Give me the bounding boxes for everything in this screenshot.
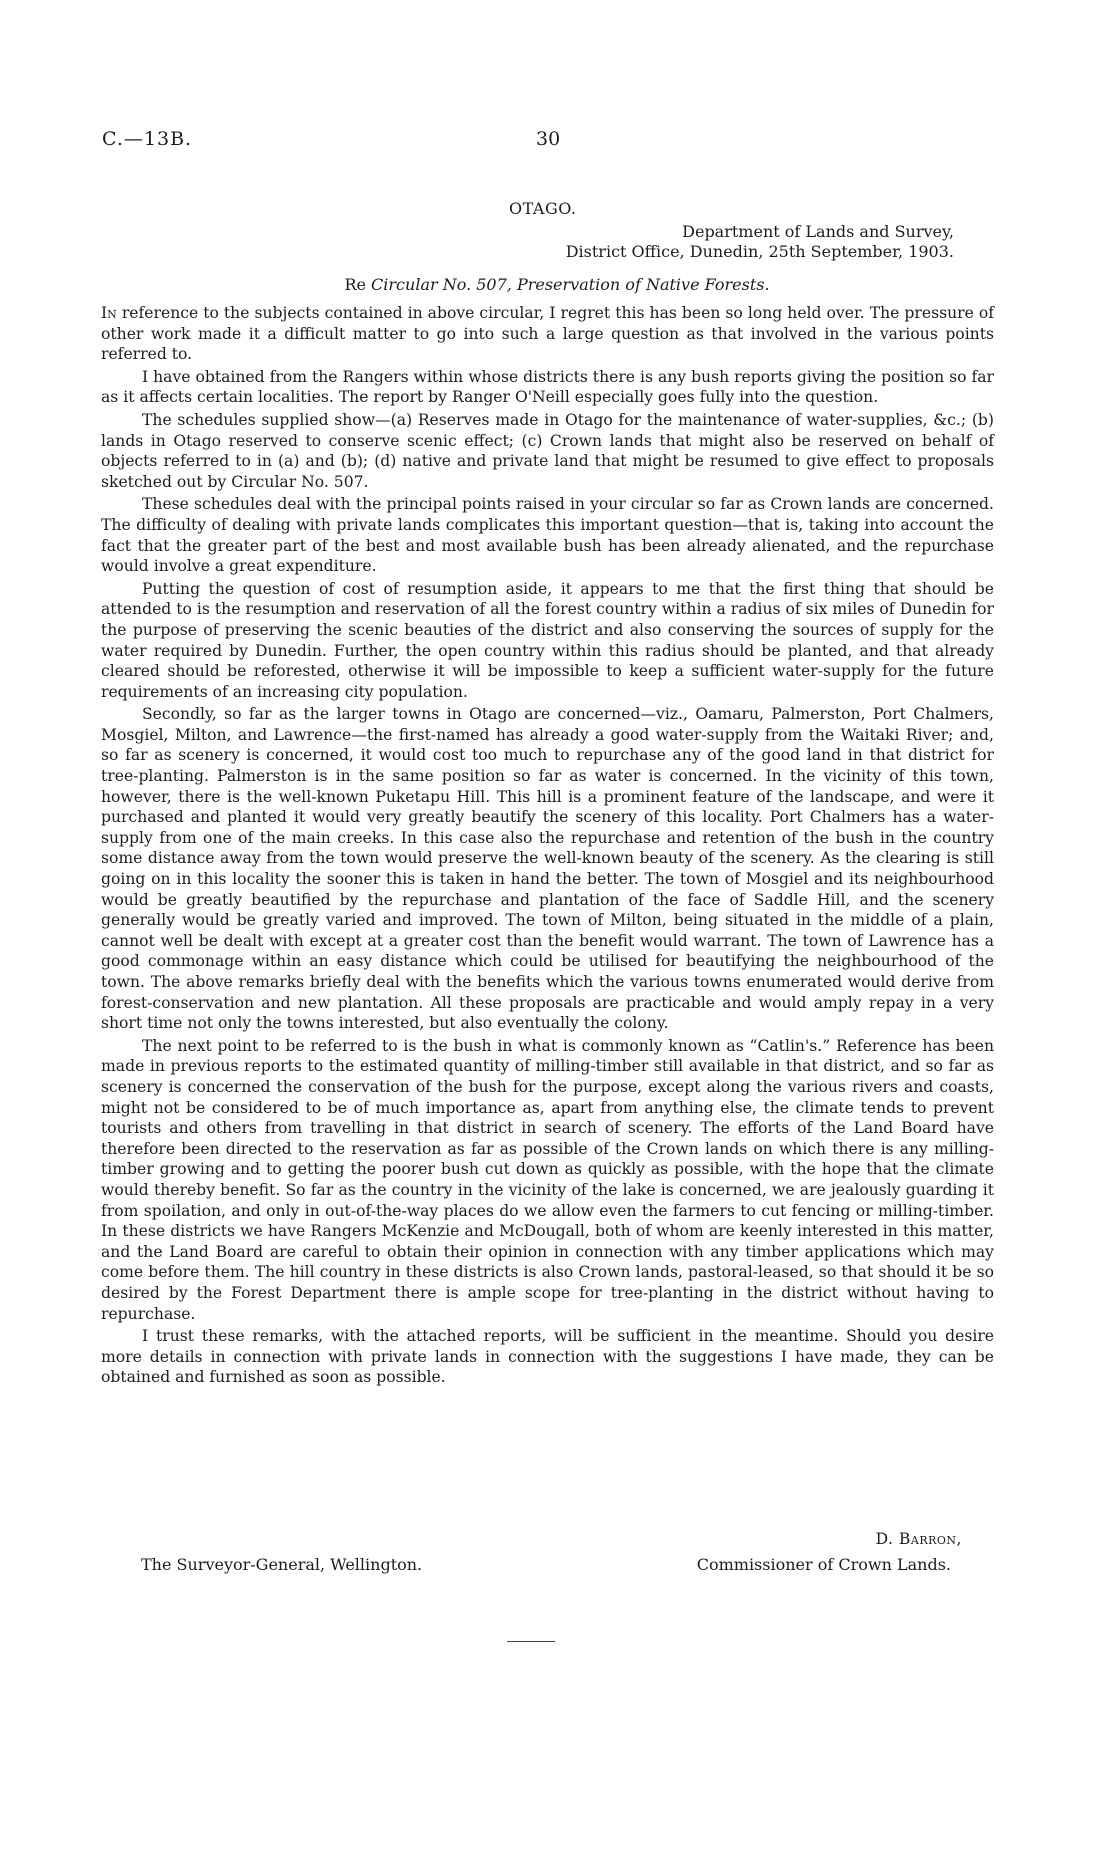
- section-divider: [507, 1641, 555, 1642]
- sender-office-date: District Office, Dunedin, 25th September, 1903.: [565, 242, 954, 261]
- addressee: The Surveyor-General, Wellington.: [141, 1555, 423, 1574]
- sender-department: Department of Lands and Survey,: [682, 222, 954, 241]
- opening-word: In: [101, 304, 117, 322]
- paragraph: These schedules deal with the principal points raised in your circular so far as Crown lands are concerned. The difficulty of dealing with private lands complicates this important question—that is, taking into account the fact that the greater part of the best and most available bush has been already alienated, and the repurchase would involve a great expenditure.: [101, 495, 994, 576]
- paragraph: [101, 303, 994, 365]
- paragraph-text: reference to the subjects contained in above circular, I regret this has been so long held over. The pressure of other work made it a difficult matter to go into such a large question as that involved in the various points referred to.: [101, 304, 994, 364]
- subject-line: [0, 275, 1114, 294]
- signer-title: Commissioner of Crown Lands.: [696, 1555, 951, 1574]
- region-heading: OTAGO.: [509, 199, 577, 218]
- signature-name: D. Barron,: [875, 1530, 962, 1548]
- paragraph: The schedules supplied show—(a) Reserves made in Otago for the maintenance of water-supplies, &c.; (b) lands in Otago reserved to conserve scenic effect; (c) Crown lands that might also be reserved on behalf of objects referred to in (a) and (b); (d) native and private land that might be resumed to give effect to proposals sketched out by Circular No. 507.: [101, 410, 994, 491]
- paragraph: I have obtained from the Rangers within whose districts there is any bush reports giving the position so far as it affects certain localities. The report by Ranger O'Neill especially goes fully into the question.: [101, 367, 994, 407]
- page-number: 30: [536, 128, 561, 150]
- paragraph: I trust these remarks, with the attached reports, will be sufficient in the meantime. Should you desire more details in connection with private lands in connection with the suggestions I have made, they can be obtained and furnished as soon as possible.: [101, 1327, 994, 1387]
- subject-prefix: Re: [344, 275, 366, 294]
- document-reference: C.—13B.: [102, 128, 193, 150]
- paragraph: Putting the question of cost of resumption aside, it appears to me that the first thing that should be attended to is the resumption and reservation of all the forest country within a radius of six miles of Dunedin for the purpose of preserving the scenic beauties of the district and also conserving the sources of supply for the water required by Dunedin. Further, the open country within this radius should be planted, and that already cleared should be reforested, otherwise it will be impossible to keep a sufficient water-supply for the future requirements of an increasing city population.: [101, 579, 994, 701]
- subject-title: Circular No. 507, Preservation of Native Forests.: [371, 275, 770, 294]
- paragraph: Secondly, so far as the larger towns in Otago are concerned—viz., Oamaru, Palmerston, Port Chalmers, Mosgiel, Milton, and Lawrence—the first-named has already a good water-supply from the Waitaki River; and, so far as scenery is concerned, it would cost too much to repurchase any of the good land in that district for tree-planting. Palmerston is in the same position so far as water is concerned. In the vicinity of this town, however, there is the well-known Puketapu Hill. This hill is a prominent feature of the landscape, and were it purchased and planted it would very greatly beautify the scenery of this locality. Port Chalmers has a water-supply from one of the main creeks. In this case also the repurchase and retention of the bush in the country some distance away from the town would preserve the well-known beauty of the scenery. As the clearing is still going on in this locality the sooner this is taken in hand the better. The town of Mosgiel and its neighbourhood would be greatly beautified by the repurchase and plantation of the face of Saddle Hill, and the scenery generally would be greatly varied and improved. The town of Milton, being situated in the middle of a plain, cannot well be dealt with except at a greater cost than the benefit would warrant. The town of Lawrence has a good commonage within an easy distance which could be utilised for beautifying the neighbourhood of the town. The above remarks briefly deal with the benefits which the various towns enumerated would derive from forest-conservation and new plantation. All these proposals are practicable and would amply repay in a very short time not only the towns interested, but also eventually the colony.: [101, 705, 994, 1033]
- letter-body: [101, 303, 994, 1390]
- paragraph: The next point to be referred to is the bush in what is commonly known as “Catlin's.” Reference has been made in previous reports to the estimated quantity of milling-timber still available in that district, and so far as scenery is concerned the conservation of the bush for the purpose, except along the various rivers and coasts, might not be considered to be of much importance as, apart from anything else, the climate tends to prevent tourists and others from travelling in that district in search of scenery. The efforts of the Land Board have therefore been directed to the reservation as far as possible of the Crown lands on which there is any milling-timber growing and to getting the poorer bush cut down as quickly as possible, with the hope that the climate would thereby benefit. So far as the country in the vicinity of the lake is concerned, we are jealously guarding it from spoilation, and only in out-of-the-way places do we allow even the farmers to cut fencing or milling-timber. In these districts we have Rangers McKenzie and McDougall, both of whom are keenly interested in this matter, and the Land Board are careful to obtain their opinion in connection with any timber applications which may come before them. The hill country in these districts is also Crown lands, pastoral-leased, so that should it be so desired by the Forest Department there is ample scope for tree-planting in the district without having to repurchase.: [101, 1036, 994, 1323]
